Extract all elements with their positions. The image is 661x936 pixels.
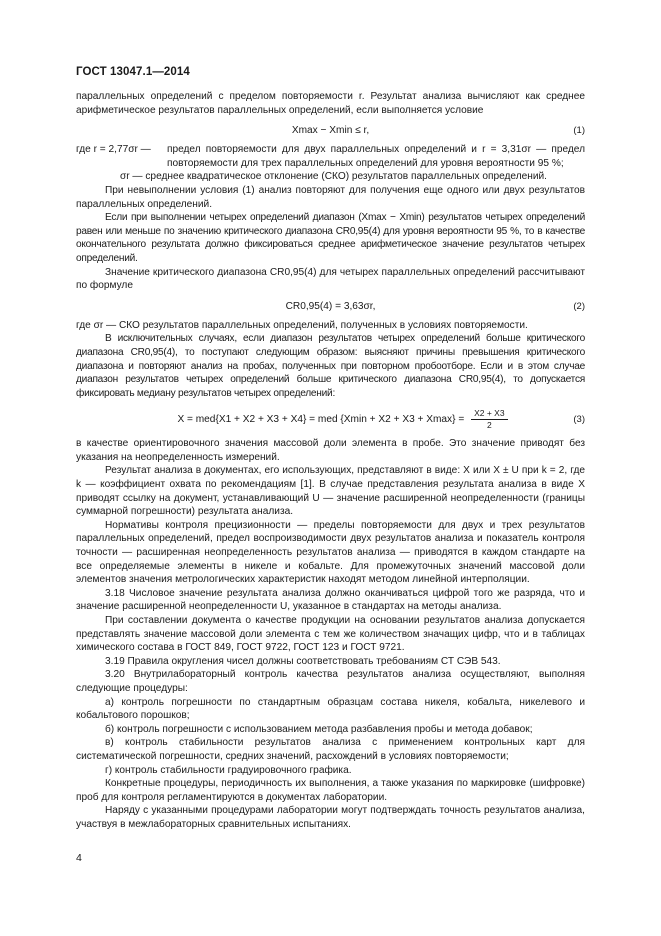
where-clause-1-lead: где r = 2,77σr — xyxy=(76,144,151,156)
paragraph-4: Значение критического диапазона CR0,95(4) для четырех параллельных определений рассчитывают по формуле xyxy=(76,266,585,292)
where-clause-1 xyxy=(76,143,585,170)
list-item-v: в) контроль стабильности результатов анализа с применением контрольных карт для систематической погрешности, средних значений, расхождений в условиях повторяемости; xyxy=(76,737,585,762)
list-item-g: г) контроль стабильности градуировочного графика. xyxy=(105,764,352,776)
formula-1-expression: Xmax − Xmin ≤ r, xyxy=(291,125,370,137)
formula-3-expression: X = med{X1 + X2 + X3 + X4} = med {Xmin + X2 + X3 + Xmax} = xyxy=(177,414,465,426)
paragraph-11: При составлении документа о качестве продукции на основании результатов анализа допускается представлять значение массовой доли элемента с тем же количеством значащих цифр, что и в таблицах химического состава в ГОСТ 849, ГОСТ 9722, ГОСТ 123 и ГОСТ 9721. xyxy=(76,615,585,654)
where-clause-2: σr — среднее квадратическое отклонение (СКО) результатов параллельных определений. xyxy=(120,171,547,183)
clause-3-20: 3.20 Внутрилабораторный контроль качества результатов анализа осуществляют, выполняя следующие процедуры: xyxy=(76,669,585,694)
document-header: ГОСТ 13047.1—2014 xyxy=(76,66,190,78)
formula-1 xyxy=(76,122,585,139)
clause-3-18: 3.18 Числовое значение результата анализа должно оканчиваться цифрой того же разряда, что и значение расширенной неопределенности U, указанное в стандартах на методы анализа. xyxy=(76,587,585,613)
paragraph-1: параллельных определений с пределом повторяемости r. Результат анализа вычисляют как среднее арифметическое результатов параллельных определений, если выполняется условие xyxy=(76,91,585,116)
list-item-b: б) контроль погрешности с использованием метода разбавления пробы и метода добавок; xyxy=(105,723,533,735)
formula-3-numerator: X2 + X3 xyxy=(471,408,507,420)
paragraph-6: В исключительных случаях, если диапазон результатов четырех определений больше критического диапазона CR0,95(4), то поступают следующим образом: выясняют причины превышения критического диапазона и повторяют анализ на пробах, полученных при повторном пробоотборе. Если и в этом случае диапазон результатов четырех определений больше критического диапазона CR0,95(4), то допускается фиксировать медиану результатов четырех определений: xyxy=(76,333,585,399)
list-item-a: а) контроль погрешности по стандартным образцам состава никеля, кобальта, никелевого и кобальтового порошков; xyxy=(76,696,585,722)
clause-3-19: 3.19 Правила округления чисел должны соответствовать требованиям СТ СЭВ 543. xyxy=(105,655,501,667)
paragraph-2: При невыполнении условия (1) анализ повторяют для получения еще одного или двух результатов параллельных определений. xyxy=(76,184,585,210)
document-body xyxy=(76,90,585,832)
formula-3-number: (3) xyxy=(573,414,585,426)
paragraph-5: где σr — СКО результатов параллельных определений, полученных в условиях повторяемости. xyxy=(76,319,528,331)
paragraph-3: Если при выполнении четырех определений диапазон (Xmax − Xmin) результатов четырех определений равен или меньше по значению критического диапазона CR0,95(4) для уровня вероятности 95 %, то в качестве окончательного результата должно фиксироваться среднее арифметическое значение результатов четырех определений. xyxy=(76,212,585,264)
formula-3-denominator: 2 xyxy=(486,420,492,431)
paragraph-9: Нормативы контроля прецизионности — пределы повторяемости для двух и трех результатов параллельных определений, предел воспроизводимости двух результатов анализа и показатель контроля точности — расширенная неопределенность результатов анализа — приводятся в каждом стандарте на все определяемые элементы в никеле и кобальте. Для промежуточных значений массовой доли элементов значения метрологических характеристик находят методом линейной интерполяции. xyxy=(76,519,585,586)
formula-2-expression: CR0,95(4) = 3,63σr, xyxy=(285,300,376,312)
formula-3-fraction xyxy=(471,408,507,431)
formula-2-number: (2) xyxy=(573,300,585,312)
paragraph-7: в качестве ориентировочного значения массовой доли элемента в пробе. Это значение приводят без указания на неопределенность измерений. xyxy=(76,438,585,463)
paragraph-14: Конкретные процедуры, периодичность их выполнения, а также указания по маркировке (шифровке) проб для контроля регламентируются в документах лаборатории. xyxy=(76,778,585,803)
formula-3 xyxy=(76,406,585,434)
paragraph-8: Результат анализа в документах, его использующих, представляют в виде: X или X ± U при k = 2, где k — коэффициент охвата по рекомендациям [1]. В случае представления результата анализа в виде X приводят ссылку на документ, устанавливающий U — значение расширенной неопределенности (границы суммарной погрешности) результата анализа. xyxy=(76,465,585,518)
where-clause-1-text: предел повторяемости для двух параллельных определений и r = 3,31σr — предел повторяемости для трех параллельных определений для уровня вероятности 95 %; xyxy=(167,144,585,169)
formula-1-number: (1) xyxy=(573,125,585,137)
formula-2 xyxy=(76,298,585,315)
paragraph-15: Наряду с указанными процедурами лаборатории могут подтверждать точность результатов анализа, участвуя в межлабораторных сравнительных испытаниях. xyxy=(76,805,585,830)
page-number: 4 xyxy=(76,852,82,864)
